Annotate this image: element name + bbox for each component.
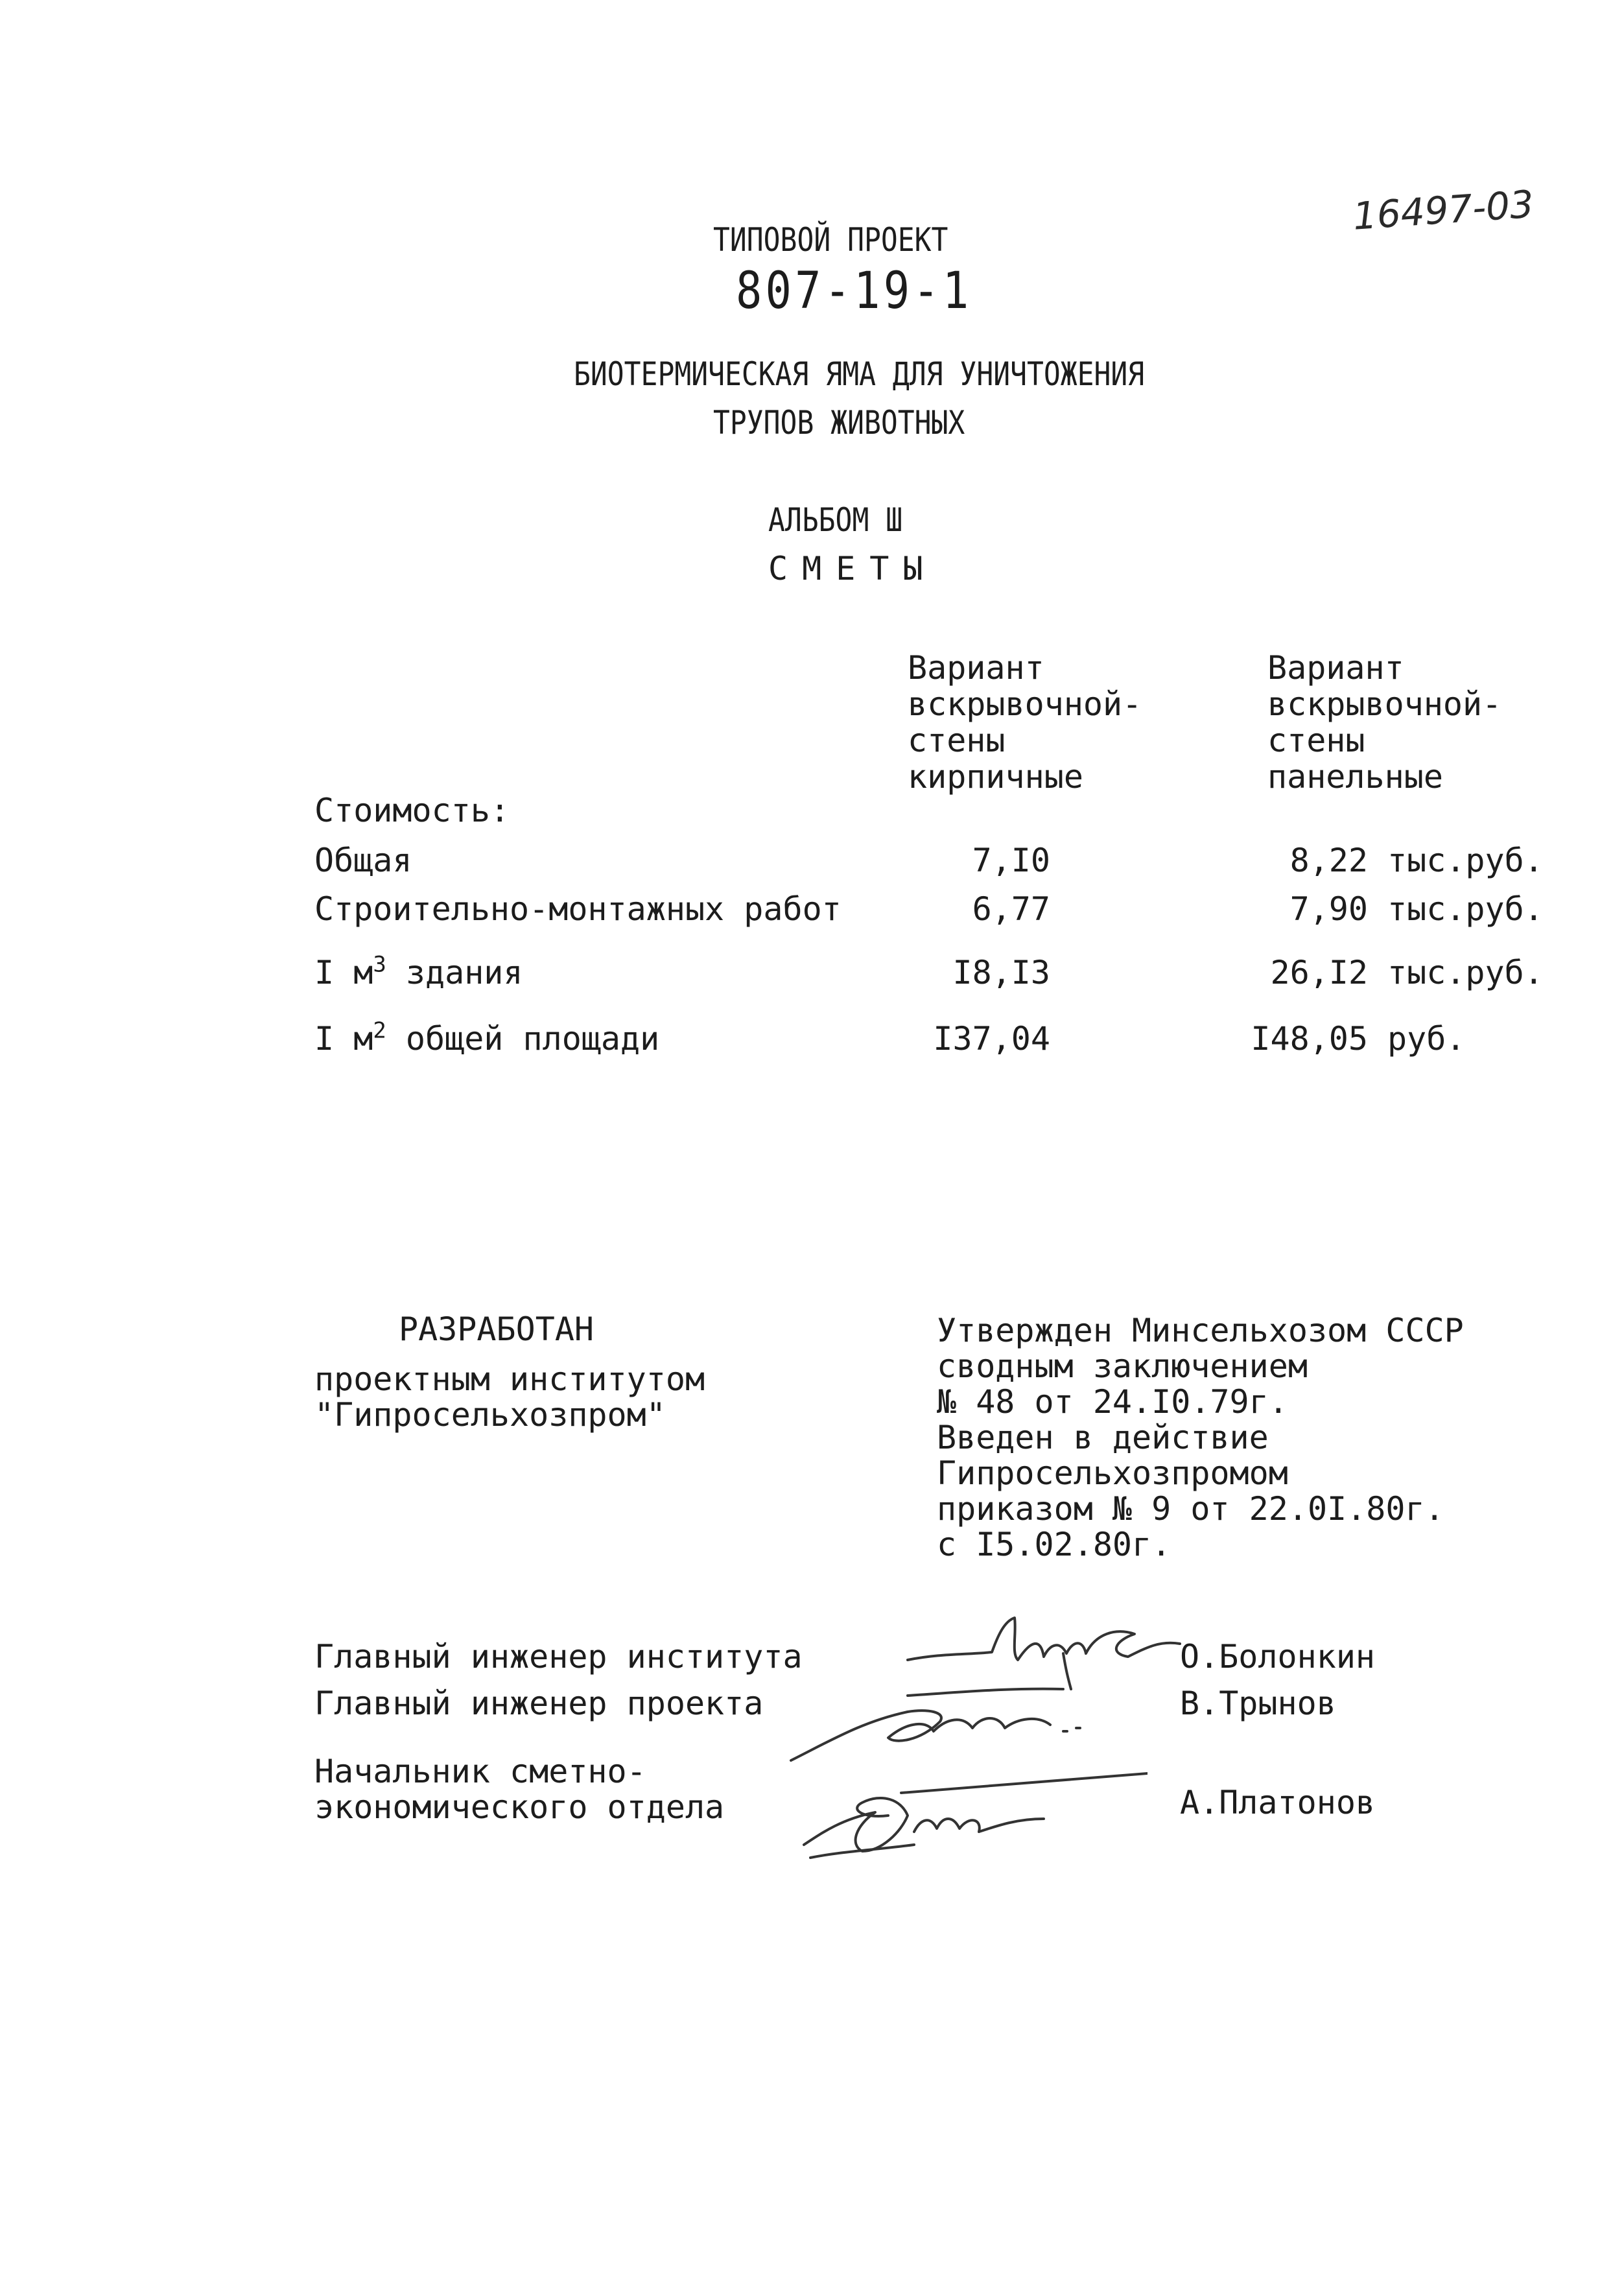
signature-role: Главный инженер проекта — [314, 1685, 764, 1722]
column-header-line: панельные — [1267, 758, 1443, 796]
row-value-panel: 8,22 — [1289, 842, 1368, 879]
column-header-line: вскрывочной- — [908, 685, 1142, 723]
row-label — [314, 1017, 660, 1058]
developed-heading: РАЗРАБОТАН — [399, 1310, 594, 1348]
signature-name: А.Платонов — [1180, 1784, 1376, 1821]
row-label-suffix: общей площади — [386, 1020, 660, 1058]
approval-line: Гипросельхозпромом — [937, 1454, 1288, 1492]
signature-role — [314, 1754, 724, 1825]
row-unit: тыс.руб. — [1387, 890, 1544, 928]
column-header-line: стены — [1267, 722, 1365, 759]
row-value-brick: I8,I3 — [952, 954, 1050, 991]
column-header-brick — [908, 650, 1142, 795]
album-label: АЛЬБОМ Ш — [768, 501, 903, 539]
approval-line: № 48 от 24.I0.79г. — [937, 1383, 1288, 1421]
stamp-number: 16497-03 — [1351, 182, 1535, 239]
column-header-line: вскрывочной- — [1267, 685, 1502, 723]
row-value-panel: I48,05 — [1251, 1020, 1368, 1058]
row-label: Строительно-монтажных работ — [314, 890, 841, 928]
column-header-line: стены — [908, 722, 1006, 759]
approval-line: с I5.02.80г. — [937, 1526, 1171, 1563]
album-title: СМЕТЫ — [768, 550, 937, 587]
row-label-prefix: I м — [314, 1020, 373, 1058]
row-label-suffix: здания — [386, 954, 523, 991]
title-line-2: ТРУПОВ ЖИВОТНЫХ — [713, 404, 965, 442]
signature-name: О.Болонкин — [1180, 1638, 1376, 1675]
column-header-line: кирпичные — [908, 758, 1083, 796]
series-label: ТИПОВОЙ ПРОЕКТ — [713, 221, 948, 259]
approval-line: Введен в действие — [937, 1419, 1269, 1456]
row-label: Общая — [314, 842, 412, 879]
row-unit: тыс.руб. — [1387, 954, 1544, 991]
approval-block — [937, 1313, 1464, 1563]
title-line-1: БИОТЕРМИЧЕСКАЯ ЯМА ДЛЯ УНИЧТОЖЕНИЯ — [574, 355, 1145, 393]
project-code: 807-19-1 — [736, 262, 972, 320]
row-label-exponent: 2 — [373, 1017, 386, 1044]
row-unit: руб. — [1387, 1020, 1466, 1058]
developed-line: проектным институтом — [314, 1360, 705, 1398]
signature-role-line: Начальник сметно- — [314, 1753, 646, 1790]
row-value-panel: 7,90 — [1289, 890, 1368, 928]
column-header-panel — [1267, 650, 1501, 795]
approval-line: Утвержден Минсельхозом СССР — [937, 1312, 1464, 1349]
row-value-brick: 6,77 — [972, 890, 1050, 928]
signature-head-estimates — [784, 1754, 1147, 1864]
cost-section-label: Стоимость: — [314, 792, 510, 829]
row-value-brick: 7,I0 — [972, 842, 1050, 879]
row-label-exponent: 3 — [373, 951, 386, 978]
column-header-line: Вариант — [1267, 649, 1404, 687]
row-value-panel: 26,I2 — [1270, 954, 1368, 991]
row-label — [314, 951, 523, 991]
row-unit: тыс.руб. — [1387, 842, 1544, 879]
row-value-brick: I37,04 — [933, 1020, 1050, 1058]
signature-role: Главный инженер института — [314, 1638, 803, 1675]
signature-name: В.Трынов — [1180, 1685, 1336, 1722]
column-header-line: Вариант — [908, 649, 1044, 687]
approval-line: сводным заключением — [937, 1347, 1308, 1385]
signature-role-line: экономического отдела — [314, 1788, 725, 1826]
approval-line: приказом № 9 от 22.0I.80г. — [937, 1490, 1444, 1528]
developed-block — [314, 1362, 705, 1433]
developed-line: "Гипросельхозпром" — [314, 1396, 666, 1434]
row-label-prefix: I м — [314, 954, 373, 991]
